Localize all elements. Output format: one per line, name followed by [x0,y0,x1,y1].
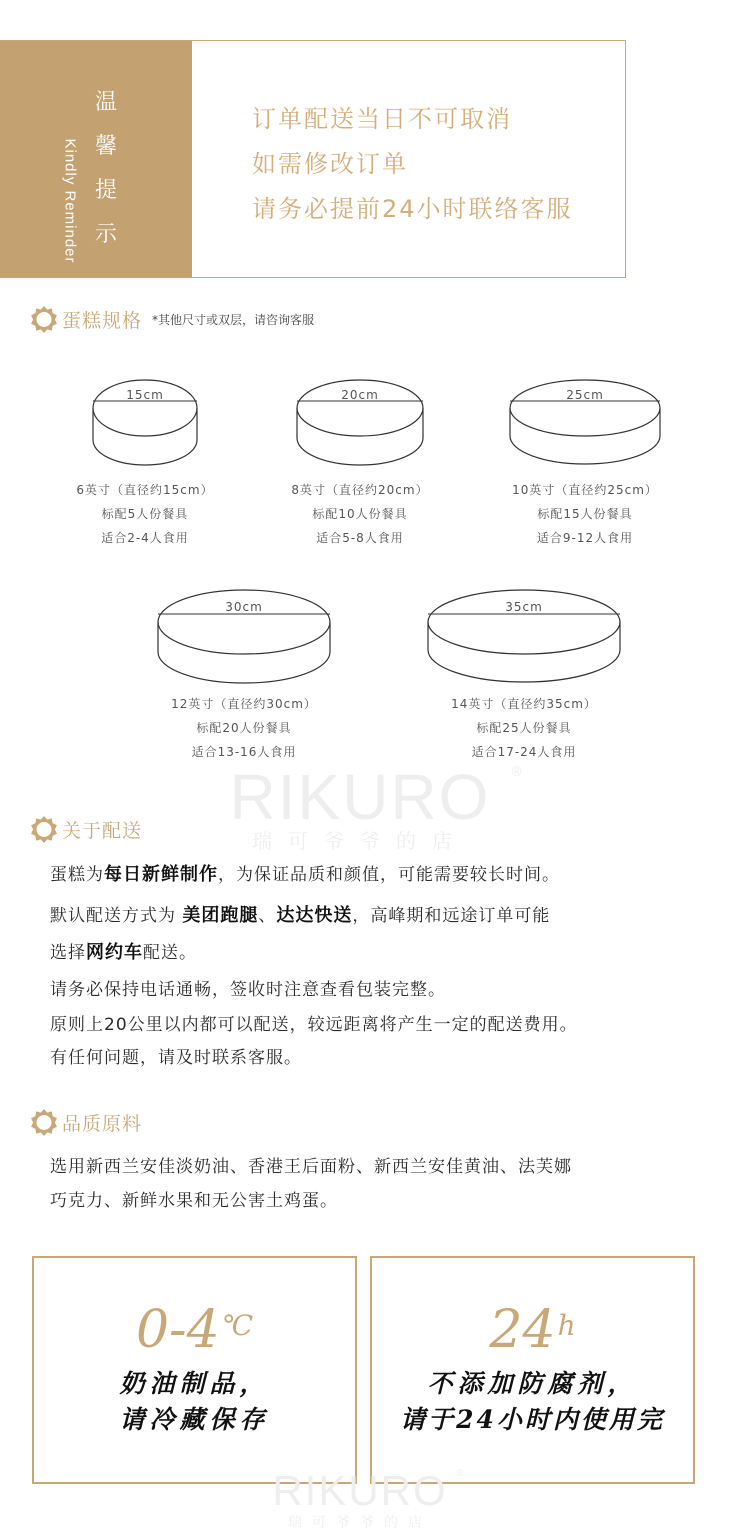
reminder-label-cn: 温馨提示 [94,90,117,247]
shelf-life-box [370,1256,695,1484]
delivery-text: 默认配送方式为 [50,906,183,926]
quality-title: 品质原料 [62,1112,143,1135]
cake-size: 12英寸（直径约30cm） [171,697,317,711]
quality-header [30,1108,142,1136]
cake-tableware: 标配10人份餐具 [312,507,408,521]
delivery-paragraph-4: 请务必保持电话通畅，签收时注意查看包装完整。 [50,980,446,1000]
star-badge-icon [30,305,58,333]
cake-15cm [55,378,235,550]
cake-20cm [270,378,450,550]
quality-line-1: 选用新西兰安佳淡奶油、香港王后面粉、新西兰安佳黄油、法芙娜 [50,1157,572,1177]
cake-diameter-label: 30cm [225,600,263,614]
cake-35cm [420,588,628,764]
reminder-side-panel [0,41,192,277]
shelf-life-line-2: 请于24小时内使用完 [400,1405,665,1434]
delivery-paragraph-5: 原则上20公里以内都可以配送，较远距离将产生一定的配送费用。 [50,1015,578,1035]
cake-size: 14英寸（直径约35cm） [451,697,597,711]
delivery-paragraph-2 [50,901,690,927]
watermark-brand: RIKURO [272,1467,448,1514]
delivery-header [30,815,142,843]
reminder-box [0,40,626,278]
delivery-paragraph-6: 有任何问题，请及时联系客服。 [50,1048,302,1068]
storage-line-1: 奶油制品， [119,1369,270,1398]
hours-number: 24 [489,1300,556,1360]
specs-header [30,305,314,333]
reminder-line: 订单配送当日不可取消 [252,105,512,133]
cake-servings: 适合5-8人食用 [316,531,404,545]
cake-diameter-label: 15cm [126,388,164,402]
star-badge-icon [30,815,58,843]
hours-value [372,1300,693,1360]
delivery-highlight: 每日新鲜制作 [104,864,218,885]
specs-note: *其他尺寸或双层，请咨询客服 [152,312,315,327]
delivery-text: 、 [258,906,277,926]
cake-25cm [485,378,685,550]
storage-temperature-box [32,1256,357,1484]
delivery-text: ，为保证品质和颜值，可能需要较长时间。 [218,865,560,885]
cake-servings: 适合2-4人食用 [101,531,189,545]
delivery-text: ，高峰期和远途订单可能 [352,906,551,926]
delivery-text: 选择 [50,943,86,963]
delivery-text: 蛋糕为 [50,865,104,885]
temperature-unit: ℃ [221,1309,254,1342]
specs-title: 蛋糕规格 [62,309,143,332]
cake-servings: 适合13-16人食用 [191,745,297,759]
reminder-lines [252,97,573,232]
cake-30cm [144,588,344,764]
delivery-text: 配送。 [143,943,197,963]
reminder-label-en: Kindly Reminder [61,138,79,264]
cake-drawing [156,588,332,686]
cake-tableware: 标配5人份餐具 [101,507,189,521]
watermark-registered-mark: ® [510,765,523,780]
quality-line-2: 巧克力、新鲜水果和无公害土鸡蛋。 [50,1191,338,1211]
cake-tableware: 标配20人份餐具 [196,721,292,735]
delivery-highlight: 美团跑腿 [182,905,259,926]
watermark-subtitle: 瑞可爷爷的店 [252,829,468,853]
watermark-brand: RIKURO [229,761,491,833]
cake-diameter-label: 20cm [341,388,379,402]
star-badge-icon [30,1108,58,1136]
storage-line-2: 请冷藏保存 [119,1405,270,1434]
cake-servings: 适合17-24人食用 [471,745,577,759]
cake-drawing [508,378,662,468]
temperature-value [34,1300,355,1360]
watermark-registered-mark: ® [455,1468,465,1479]
rikuro-watermark [195,761,525,853]
cake-tableware: 标配15人份餐具 [537,507,633,521]
watermark-subtitle: 瑞可爷爷的店 [288,1515,432,1531]
cake-size: 8英寸（直径约20cm） [291,483,429,497]
cake-size: 10英寸（直径约25cm） [512,483,658,497]
cake-diameter-label: 25cm [566,388,604,402]
delivery-title: 关于配送 [62,819,143,842]
temperature-number: 0-4 [135,1300,220,1360]
cake-drawing [90,378,200,468]
delivery-highlight: 网约车 [86,942,143,963]
cake-drawing [424,588,624,686]
reminder-line: 请务必提前24小时联络客服 [252,195,573,223]
delivery-paragraph-3 [50,938,690,964]
cake-tableware: 标配25人份餐具 [476,721,572,735]
cake-size: 6英寸（直径约15cm） [76,483,214,497]
cake-drawing [295,378,425,468]
reminder-line: 如需修改订单 [252,150,408,178]
shelf-life-line-1: 不添加防腐剂， [427,1369,638,1398]
delivery-highlight: 达达快送 [276,905,353,926]
hours-unit: h [557,1309,576,1342]
cake-servings: 适合9-12人食用 [536,531,634,545]
delivery-paragraph-1 [50,860,690,886]
cake-diameter-label: 35cm [505,600,543,614]
